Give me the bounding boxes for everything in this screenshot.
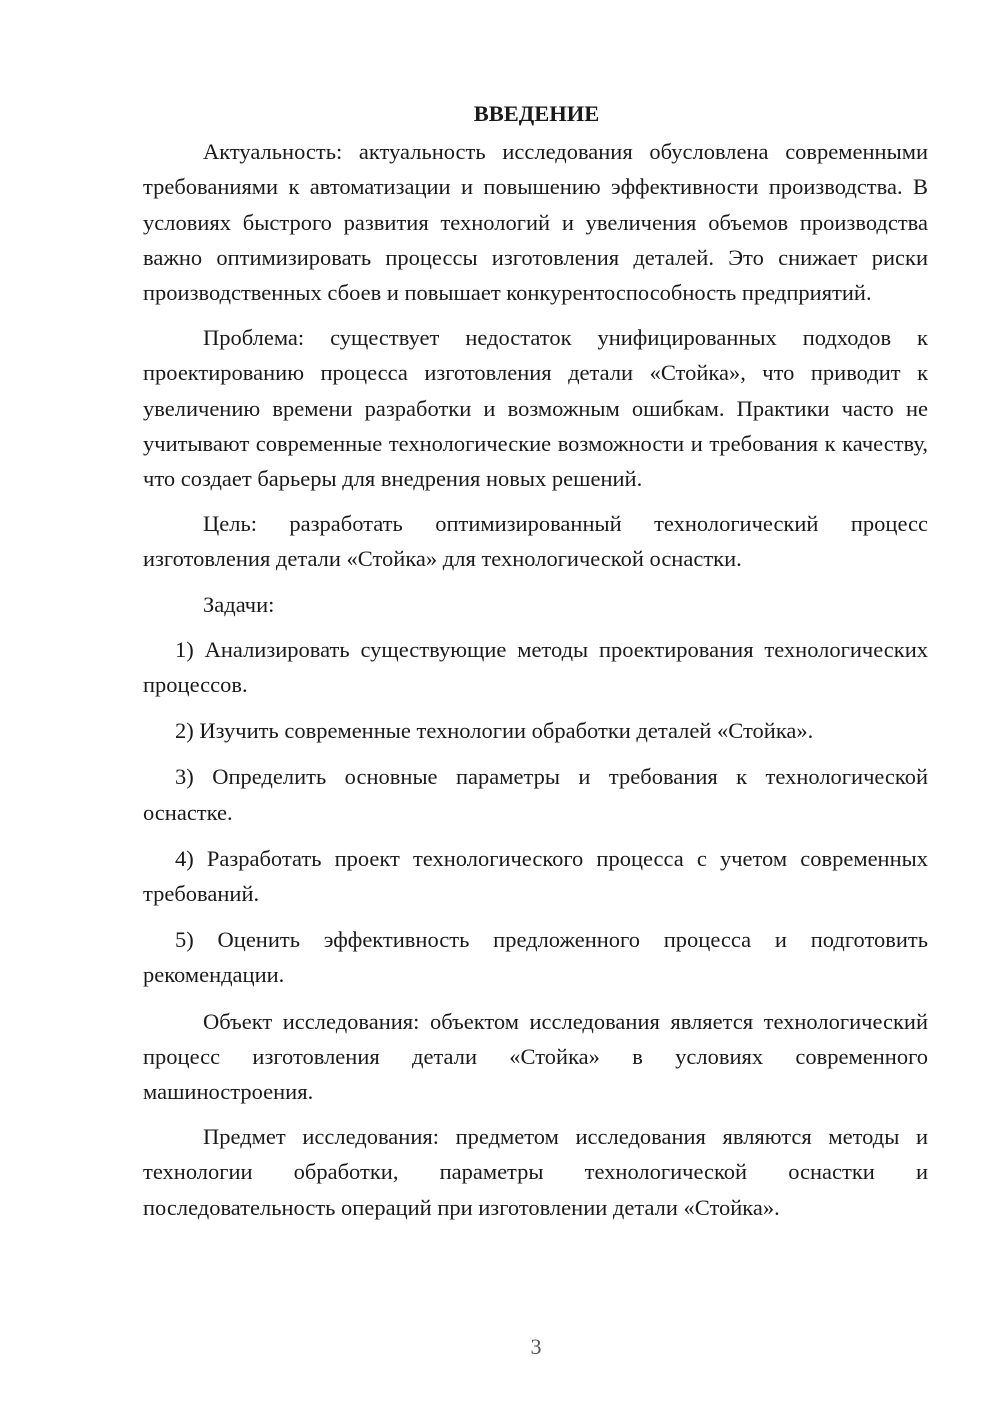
list-item: 2) Изучить современные технологии обработки деталей «Стойка». — [175, 718, 814, 744]
paragraph-subject: Предмет исследования: предметом исследования являются методы и технологии обработки, параметры технологической оснастки и последовательность операций при изготовлении детали «Стойка». — [143, 1124, 928, 1220]
paragraph-problem: Проблема: существует недостаток унифицированных подходов к проектированию процесса изготовления детали «Стойка», что приводит к увеличению времени разработки и возможным ошибкам. Практики часто не учитывают современные технологические возможности и требования к качеству, что создает барьеры для внедрения новых решений. — [143, 325, 928, 492]
list-item: 5) Оценить эффективность предложенного процесса и подготовить рекомендации. — [143, 927, 928, 988]
document-page — [143, 96, 928, 1235]
paragraph-object: Объект исследования: объектом исследования является технологический процесс изготовления детали «Стойка» в условиях современного машиностроения. — [143, 1008, 928, 1105]
page-number: 3 — [530, 1334, 542, 1359]
list-item: 3) Определить основные параметры и требования к технологической оснастке. — [143, 764, 928, 825]
tasks-list — [143, 632, 928, 993]
list-item: 1) Анализировать существующие методы проектирования технологических процессов. — [143, 636, 928, 698]
tasks-heading: Задачи: — [203, 591, 275, 617]
section-title: ВВЕДЕНИЕ — [473, 101, 600, 126]
paragraph-goal: Цель: разработать оптимизированный технологический процесс изготовления детали «Стойка» для технологической оснастки. — [143, 511, 928, 572]
paragraph-relevance: Актуальность: актуальность исследования обусловлена современными требованиями к автоматизации и повышению эффективности производства. В условиях быстрого развития технологий и увеличения объемов производства важно оптимизировать процессы изготовления деталей. Это снижает риски производственных сбоев и повышает конкурентоспособность предприятий. — [143, 139, 928, 306]
list-item: 4) Разработать проект технологического процесса с учетом современных требований. — [143, 845, 928, 907]
